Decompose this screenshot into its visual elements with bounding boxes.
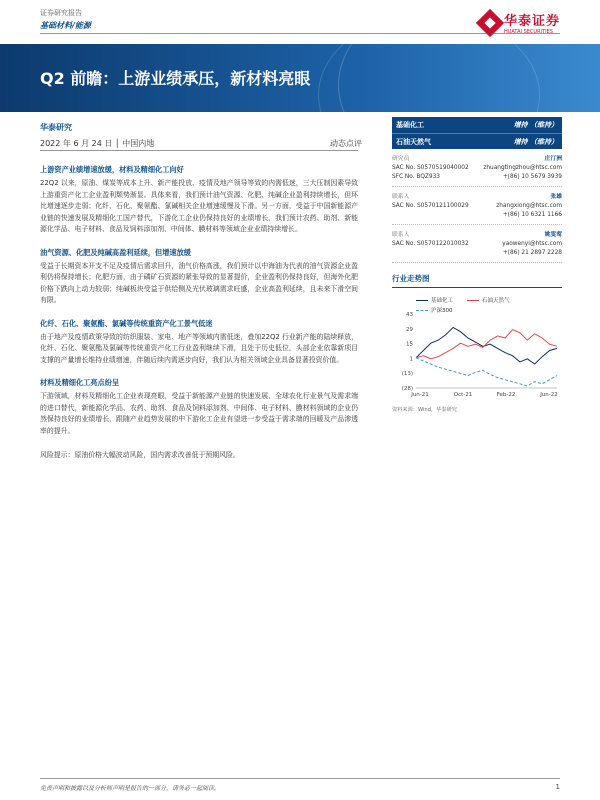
legend-item	[416, 296, 453, 304]
trend-title: 行业走势图	[392, 273, 562, 288]
page-number: 1	[555, 783, 560, 791]
meta-rule	[40, 150, 358, 151]
y-tick-label: 29	[406, 326, 413, 333]
rating-row	[392, 117, 562, 133]
section-1	[40, 165, 358, 236]
title-banner	[0, 44, 600, 112]
analyst-card	[392, 193, 562, 225]
series-line	[416, 328, 557, 365]
footer-rule	[40, 778, 560, 779]
y-tick-label: 1	[409, 356, 413, 363]
legend-swatch	[416, 300, 428, 301]
analyst-name: 张雄	[550, 194, 562, 200]
section-2	[40, 248, 358, 307]
analyst-email[interactable]: zhuangtingzhou@htsc.com	[483, 165, 562, 171]
section-body: 由于地产及疫情政策导致的纺织服装、家电、地产等领域内需低迷，叠加22Q2 行业新产能的陆续释放，化纤、石化、聚氨酯及氯碱等传统重资产化工行业盈利继续下滑，且处于历史低位，头部企业依靠新项目支撑的产量增长维持业绩增速，伴随后续内需逐步向好，我们认为相关领域企业具备显著投资价值。	[40, 332, 358, 364]
rating-value: 增持 （维持）	[513, 138, 558, 146]
date-line: 2022 年 6 月 24 日 │ 中国内地	[40, 139, 155, 148]
analyst-role: 联系人	[392, 232, 410, 238]
rating-sector: 石油天然气	[396, 138, 431, 146]
risk-warning: 风险提示：原油价格大幅波动风险，国内需求改善低于预期风险。	[40, 451, 240, 459]
chart-source: 资料来源：Wind，华泰研究	[392, 407, 457, 413]
rating-row	[392, 133, 562, 149]
analyst-name: 姚雯莺	[544, 232, 562, 238]
main-content	[40, 165, 358, 459]
x-tick-label: Oct-21	[453, 392, 473, 398]
research-heading: 华泰研究	[40, 123, 72, 132]
x-tick-label: Feb-22	[496, 392, 516, 398]
analyst-email[interactable]: yaowenyi@htsc.com	[502, 241, 562, 247]
chart-legend-2	[416, 306, 453, 314]
analyst-phone: +(86) 10 5679 3939	[502, 174, 562, 180]
y-tick-label: 15	[406, 341, 413, 348]
analyst-card	[392, 155, 562, 187]
x-tick-label: Jun-22	[540, 392, 558, 398]
trend-chart	[392, 292, 562, 402]
section-4	[40, 378, 358, 437]
analyst-sfc: SFC No. BQZ933	[392, 174, 440, 180]
section-tag: 基础材料/能源	[40, 21, 91, 30]
legend-label: 沪深300	[431, 308, 453, 314]
analyst-card	[392, 231, 562, 263]
section-heading: 材料及精细化工亮点纷呈	[40, 378, 120, 387]
legend-item	[416, 306, 453, 314]
legend-item	[467, 296, 510, 304]
analyst-sac: SAC No. S0570519040002	[392, 165, 469, 171]
analyst-name: 庄汀洲	[544, 156, 562, 162]
report-title: Q2 前瞻：上游业绩承压，新材料亮眼	[40, 69, 311, 88]
analyst-sac: SAC No. S0570122010032	[392, 241, 469, 247]
section-body: 22Q2 以来，原油、煤炭等成本上升、新产能投放、疫情及地产领导等致的内需低迷，三大压制因素导致上游重资产化工企业盈利颓势渐显。具体来看，我们预计油气资源、化肥、纯碱企业盈利持续增长，但环比增速逐步走弱；化纤、石化、聚氨酯、氯碱相关企业增速缓慢及下滑。另一方面，受益于中国新能源产业链的快速发展及精细化工国产替代，下游化工企业仍保持良好的业绩增长，我们预计农药、助剂、新能源化学品、电子材料、食品及饲料添加剂、中间体、膜材料等领域企业业绩持续增长。	[40, 179, 358, 233]
section-body: 受益于长期资本开支不足及疫情后需求回升，油气价格高涨，我们预计以中海油为代表的油气资源企业盈利仍将保持增长；化肥方面，由于磷矿石资源的紧张导致的显著提价，企业盈利仍保持良好，但海外化肥价格下跌向上动力较弱；纯碱板块受益于供给侧及光伏玻璃需求旺盛，企业高盈利延续，且未来下滑空间有限。	[40, 261, 358, 304]
series-line	[416, 358, 557, 386]
legend-label: 基础化工	[431, 298, 454, 304]
analyst-email[interactable]: zhangxiong@htsc.com	[496, 203, 562, 209]
analyst-phone: +(86) 21 2897 2228	[502, 250, 562, 256]
footer-disclaimer: 免责声明和披露以及分析师声明是报告的一部分，请务必一起阅读。	[40, 785, 221, 792]
sidebar	[392, 117, 562, 413]
series-line	[416, 330, 557, 359]
rating-value: 增持 （维持）	[513, 121, 558, 129]
analyst-role: 研究员	[392, 156, 410, 162]
brand-name-en: HUATAI SECURITIES	[503, 29, 553, 35]
section-3	[40, 319, 358, 367]
rating-box	[392, 117, 562, 149]
rating-sector: 基础化工	[396, 121, 424, 129]
brand-name-cn: 华泰证券	[503, 14, 560, 29]
brand-mark-icon	[476, 8, 504, 36]
section-heading: 上游资产业绩增速放缓，材料及精细化工向好	[40, 165, 184, 174]
legend-swatch	[416, 310, 428, 311]
analyst-phone: +(86) 10 6321 1166	[502, 212, 562, 218]
x-tick-label: Jun-21	[411, 392, 429, 398]
chart-legend	[416, 296, 510, 304]
y-tick-label: (13)	[401, 371, 413, 378]
analyst-role: 联系人	[392, 194, 410, 200]
y-tick-label: 43	[406, 312, 413, 318]
legend-swatch	[467, 300, 479, 301]
analyst-sac: SAC No. S0570121100029	[392, 203, 469, 209]
section-body: 下游领域，材料及精细化工企业表现亮眼，受益于新能源产业链的快速发展、全球农化行业景气及需求端的进口替代，新能源化学品、农药、助剂、食品及饲料添加剂、中间体、电子材料、膜材料领域的企业仍然保持良好的业绩增长，跟随产业趋势发展的中下游化工企业有望进一步受益于需求端的回暖及产品渗透率的提升。	[40, 392, 358, 435]
brand-logo	[480, 10, 560, 35]
section-heading: 化纤、石化、聚氨酯、氯碱等传统重资产化工景气低迷	[40, 318, 213, 328]
doc-type-label: 证券研究报告	[40, 9, 82, 17]
legend-label: 石油天然气	[482, 298, 510, 304]
report-type: 动态点评	[330, 139, 362, 148]
section-heading: 油气资源、化肥及纯碱高盈利延续，但增速放缓	[40, 247, 191, 257]
y-tick-label: (28)	[401, 386, 413, 392]
